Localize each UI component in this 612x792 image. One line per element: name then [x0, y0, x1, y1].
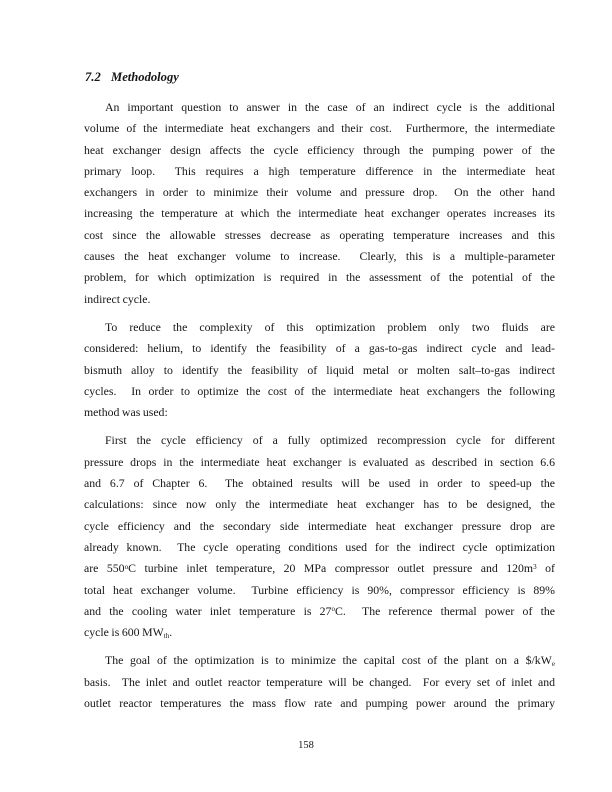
text-line: cycle is 600 $MW_{th}$. — [84, 625, 173, 640]
text-line: indirect cycle. — [84, 291, 151, 306]
text-line: volume of the intermediate heat exchangers and their cost. Furthermore, the intermediate — [84, 121, 555, 136]
text-line: First the cycle efficiency of a fully optimized recompression cycle for different — [105, 433, 555, 448]
text-line: already known. The cycle operating conditions used for the indirect cycle optimization — [84, 539, 555, 554]
text-line: increasing the temperature at which the intermediate heat exchanger operates increases its — [84, 206, 555, 221]
text-line: The goal of the optimization is to minimize the capital cost of the plant on a $\$/kW_e$ — [105, 653, 555, 669]
text-line: cycle efficiency and the secondary side intermediate heat exchanger pressure drop are — [84, 518, 555, 533]
text-line: cost since the allowable stresses decrease as operating temperature increases and this — [84, 227, 555, 242]
superscript: o — [124, 562, 129, 571]
text-line: heat exchanger design affects the cycle efficiency through the pumping power of the — [84, 142, 555, 157]
superscript: o — [331, 605, 335, 614]
text-line: pressure drops in the intermediate heat exchanger is evaluated as described in section 6.6 — [84, 454, 555, 469]
text-line: causes the heat exchanger volume to increase. Clearly, this is a multiple-parameter — [84, 249, 555, 264]
paragraph — [84, 430, 555, 643]
text-line: primary loop. This requires a high temperature difference in the intermediate heat — [84, 163, 555, 178]
section-number: 7.2 — [85, 70, 101, 84]
text-line: calculations: since now only the intermediate heat exchanger has to be designed, the — [84, 497, 555, 512]
paragraph — [84, 97, 555, 310]
section-title: Methodology — [111, 70, 179, 84]
text-line: bismuth alloy to identify the feasibility of liquid metal or molten salt–to-gas indirect — [84, 362, 555, 377]
text-line: and 6.7 of Chapter 6. The obtained results will be used in order to speed-up the — [84, 476, 555, 491]
body-text — [84, 97, 555, 714]
paragraph — [84, 650, 555, 714]
text-line: method was used: — [84, 405, 168, 420]
text-line: exchangers in order to minimize their volume and pressure drop. On the other hand — [84, 185, 555, 200]
text-line: considered: helium, to identify the feasibility of a gas-to-gas indirect cycle and lead- — [84, 341, 555, 356]
text-line: An important question to answer in the case of an indirect cycle is the additional — [105, 100, 555, 114]
superscript: 3 — [533, 562, 537, 571]
section-heading — [85, 70, 179, 85]
text-line: total heat exchanger volume. Turbine efficiency is 90%, compressor efficiency is 89% — [84, 582, 555, 597]
paragraph — [84, 317, 555, 423]
text-line: problem, for which optimization is required in the assessment of the potential of the — [84, 270, 555, 285]
subscript: th — [163, 631, 170, 640]
text-line: cycles. In order to optimize the cost of the intermediate heat exchangers the following — [84, 383, 555, 398]
text-line: outlet reactor temperatures the mass flow rate and pumping power around the primary — [84, 696, 555, 711]
subscript: e — [551, 660, 555, 669]
page-number: 158 — [298, 740, 314, 751]
text-line: and the cooling water inlet temperature is 27$^o$C. The reference thermal power of the — [84, 603, 555, 618]
text-line: To reduce the complexity of this optimization problem only two fluids are — [105, 319, 555, 334]
text-line: are 550$^o$C turbine inlet temperature, 20 MPa compressor outlet pressure and $120m^3$ of — [84, 561, 555, 576]
text-line: basis. The inlet and outlet reactor temperature will be changed. For every set of inlet and — [84, 674, 555, 689]
